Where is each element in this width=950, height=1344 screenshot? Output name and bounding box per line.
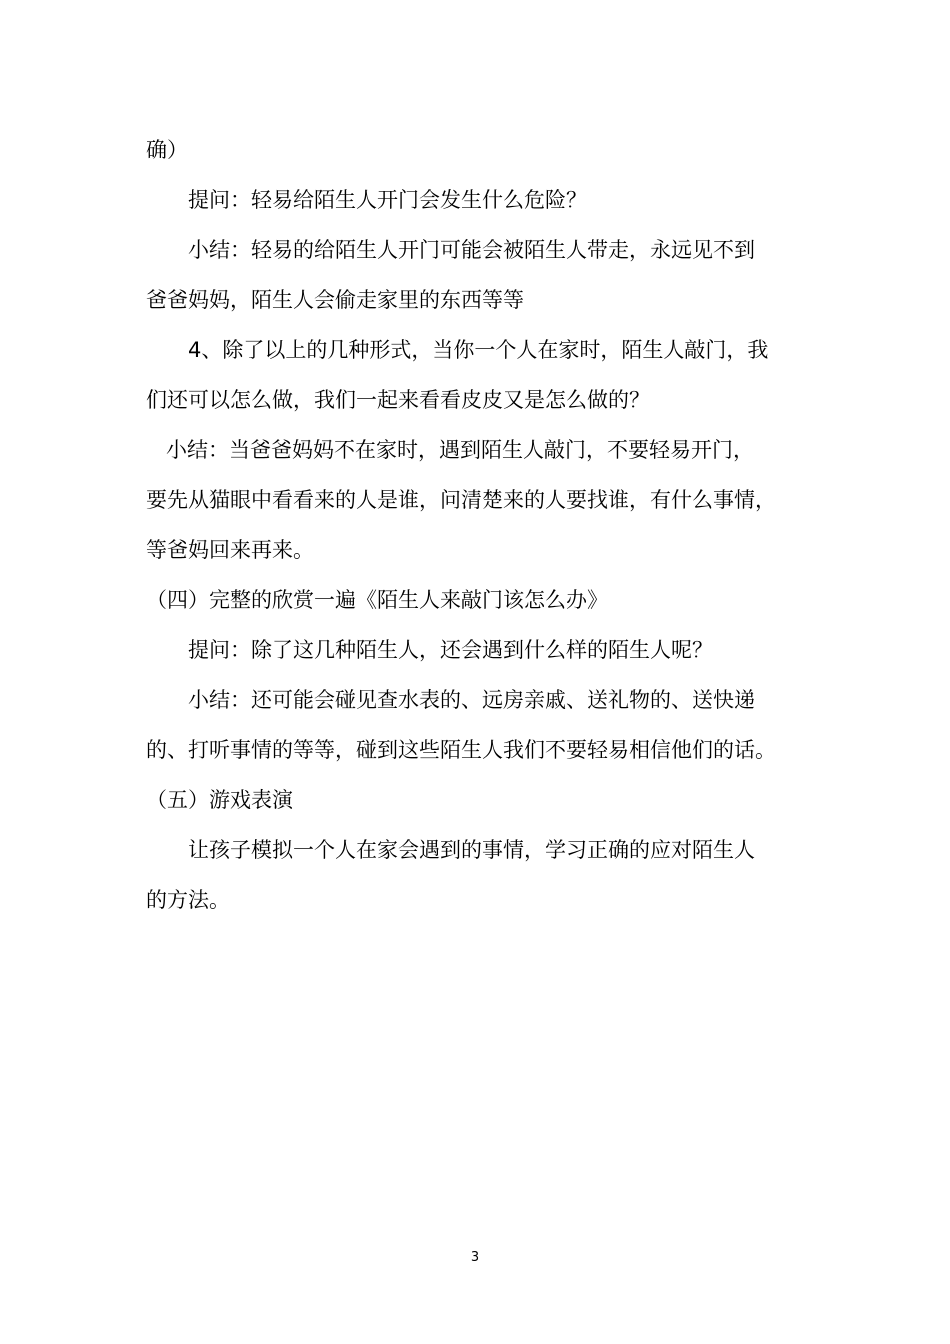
text-line-9: 等爸妈回来再来。: [146, 538, 314, 562]
text-line-11: 提问：除了这几种陌生人，还会遇到什么样的陌生人呢？: [188, 638, 713, 662]
text-line-4: 爸爸妈妈，陌生人会偷走家里的东西等等: [146, 288, 524, 312]
text-line-12: 小结：还可能会碰见查水表的、远房亲戚、送礼物的、送快递: [188, 688, 755, 712]
text-line-5: 4、除了以上的几种形式，当你一个人在家时，陌生人敲门，我: [188, 338, 769, 362]
section-heading-5: （五）游戏表演: [146, 788, 293, 812]
text-line-1: 确）: [146, 138, 188, 162]
text-line-3: 小结：轻易的给陌生人开门可能会被陌生人带走，永远见不到: [188, 238, 755, 262]
text-line-8: 要先从猫眼中看看来的人是谁，问清楚来的人要找谁，有什么事情，: [146, 488, 776, 512]
text-line-2: 提问：轻易给陌生人开门会发生什么危险？: [188, 188, 587, 212]
text-line-13: 的、打听事情的等等，碰到这些陌生人我们不要轻易相信他们的话。: [146, 738, 776, 762]
page-number: 3: [470, 1250, 480, 1265]
text-line-15: 让孩子模拟一个人在家会遇到的事情，学习正确的应对陌生人: [188, 838, 755, 862]
text-line-7: 小结：当爸爸妈妈不在家时，遇到陌生人敲门，不要轻易开门，: [166, 438, 754, 462]
text-line-16: 的方法。: [146, 888, 230, 912]
text-line-6: 们还可以怎么做，我们一起来看看皮皮又是怎么做的？: [146, 388, 650, 412]
section-heading-4: （四）完整的欣赏一遍《陌生人来敲门该怎么办》: [146, 588, 608, 612]
